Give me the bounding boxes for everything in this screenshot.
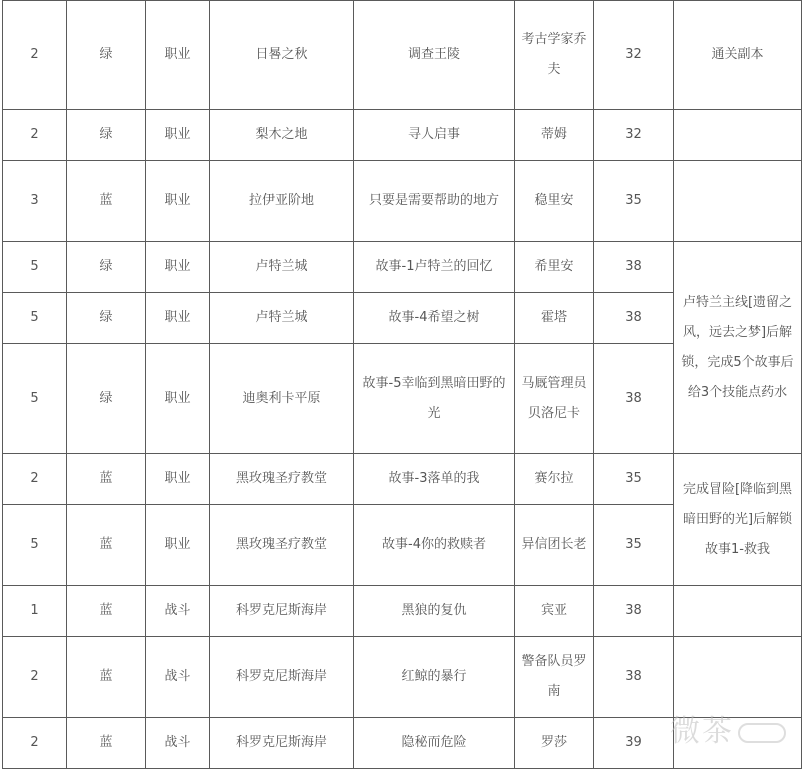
cell-reward: 38 [594, 637, 674, 718]
cell-region: 科罗克尼斯海岸 [210, 586, 354, 637]
cell-npc: 霍塔 [515, 293, 594, 344]
cell-npc: 考古学家乔夫 [515, 1, 594, 110]
cell-reward: 35 [594, 454, 674, 505]
cell-color: 绿 [67, 242, 146, 293]
cell-region: 卢特兰城 [210, 293, 354, 344]
cell-color: 蓝 [67, 718, 146, 769]
cell-level: 2 [3, 718, 67, 769]
cell-level: 2 [3, 1, 67, 110]
cell-reward: 38 [594, 586, 674, 637]
watermark-text: 微茶 [670, 714, 734, 749]
cell-note: 完成冒险[降临到黑暗田野的光]后解锁故事1-救我 [674, 454, 802, 586]
cell-type: 职业 [146, 454, 210, 505]
cell-reward: 35 [594, 161, 674, 242]
cell-color: 绿 [67, 293, 146, 344]
cell-npc: 希里安 [515, 242, 594, 293]
cell-level: 5 [3, 505, 67, 586]
quest-table [2, 0, 802, 769]
cell-reward: 38 [594, 242, 674, 293]
cell-type: 职业 [146, 505, 210, 586]
cell-note [674, 110, 802, 161]
cell-quest: 隐秘而危险 [354, 718, 515, 769]
cell-region: 迪奥利卡平原 [210, 344, 354, 454]
cell-quest: 只要是需要帮助的地方 [354, 161, 515, 242]
cell-region: 梨木之地 [210, 110, 354, 161]
cell-quest: 红鲸的暴行 [354, 637, 515, 718]
cell-color: 绿 [67, 344, 146, 454]
table-row [3, 1, 802, 110]
table-row [3, 586, 802, 637]
cell-level: 2 [3, 110, 67, 161]
cell-level: 5 [3, 242, 67, 293]
cell-note: 通关副本 [674, 1, 802, 110]
cell-color: 蓝 [67, 454, 146, 505]
cell-level: 5 [3, 293, 67, 344]
cell-note: 卢特兰主线[遗留之风，远去之梦]后解锁，完成5个故事后给3个技能点药水 [674, 242, 802, 454]
cell-reward: 32 [594, 1, 674, 110]
cell-type: 职业 [146, 344, 210, 454]
cell-region: 科罗克尼斯海岸 [210, 718, 354, 769]
cell-level: 1 [3, 586, 67, 637]
cell-level: 2 [3, 454, 67, 505]
cell-color: 蓝 [67, 637, 146, 718]
cell-region: 卢特兰城 [210, 242, 354, 293]
cell-reward: 38 [594, 293, 674, 344]
cell-npc: 罗莎 [515, 718, 594, 769]
table-row [3, 454, 802, 505]
cell-type: 职业 [146, 110, 210, 161]
cell-npc: 异信团长老 [515, 505, 594, 586]
cell-color: 蓝 [67, 161, 146, 242]
cell-note [674, 586, 802, 637]
cell-region: 科罗克尼斯海岸 [210, 637, 354, 718]
cell-type: 职业 [146, 293, 210, 344]
watermark-badge [738, 723, 786, 743]
cell-color: 绿 [67, 1, 146, 110]
cell-type: 战斗 [146, 718, 210, 769]
table-row [3, 161, 802, 242]
cell-reward: 38 [594, 344, 674, 454]
cell-level: 2 [3, 637, 67, 718]
cell-type: 职业 [146, 242, 210, 293]
cell-type: 战斗 [146, 586, 210, 637]
cell-quest: 黑狼的复仇 [354, 586, 515, 637]
cell-quest: 寻人启事 [354, 110, 515, 161]
cell-npc: 稳里安 [515, 161, 594, 242]
table-row [3, 242, 802, 293]
cell-reward: 39 [594, 718, 674, 769]
cell-npc: 赛尔拉 [515, 454, 594, 505]
cell-quest: 调查王陵 [354, 1, 515, 110]
cell-quest: 故事-1卢特兰的回忆 [354, 242, 515, 293]
cell-color: 蓝 [67, 586, 146, 637]
cell-type: 职业 [146, 161, 210, 242]
cell-region: 黑玫瑰圣疗教堂 [210, 505, 354, 586]
cell-color: 绿 [67, 110, 146, 161]
cell-npc: 马厩管理员贝洛尼卡 [515, 344, 594, 454]
cell-npc: 警备队员罗南 [515, 637, 594, 718]
cell-note [674, 161, 802, 242]
cell-color: 蓝 [67, 505, 146, 586]
cell-region: 黑玫瑰圣疗教堂 [210, 454, 354, 505]
cell-type: 职业 [146, 1, 210, 110]
cell-type: 战斗 [146, 637, 210, 718]
cell-npc: 宾亚 [515, 586, 594, 637]
cell-quest: 故事-5幸临到黑暗田野的光 [354, 344, 515, 454]
cell-region: 拉伊亚阶地 [210, 161, 354, 242]
cell-level: 5 [3, 344, 67, 454]
cell-level: 3 [3, 161, 67, 242]
cell-npc: 蒂姆 [515, 110, 594, 161]
cell-reward: 32 [594, 110, 674, 161]
cell-region: 日晷之秋 [210, 1, 354, 110]
site-watermark [670, 706, 786, 750]
cell-quest: 故事-4你的救赎者 [354, 505, 515, 586]
cell-quest: 故事-4希望之树 [354, 293, 515, 344]
cell-quest: 故事-3落单的我 [354, 454, 515, 505]
cell-reward: 35 [594, 505, 674, 586]
table-row [3, 110, 802, 161]
